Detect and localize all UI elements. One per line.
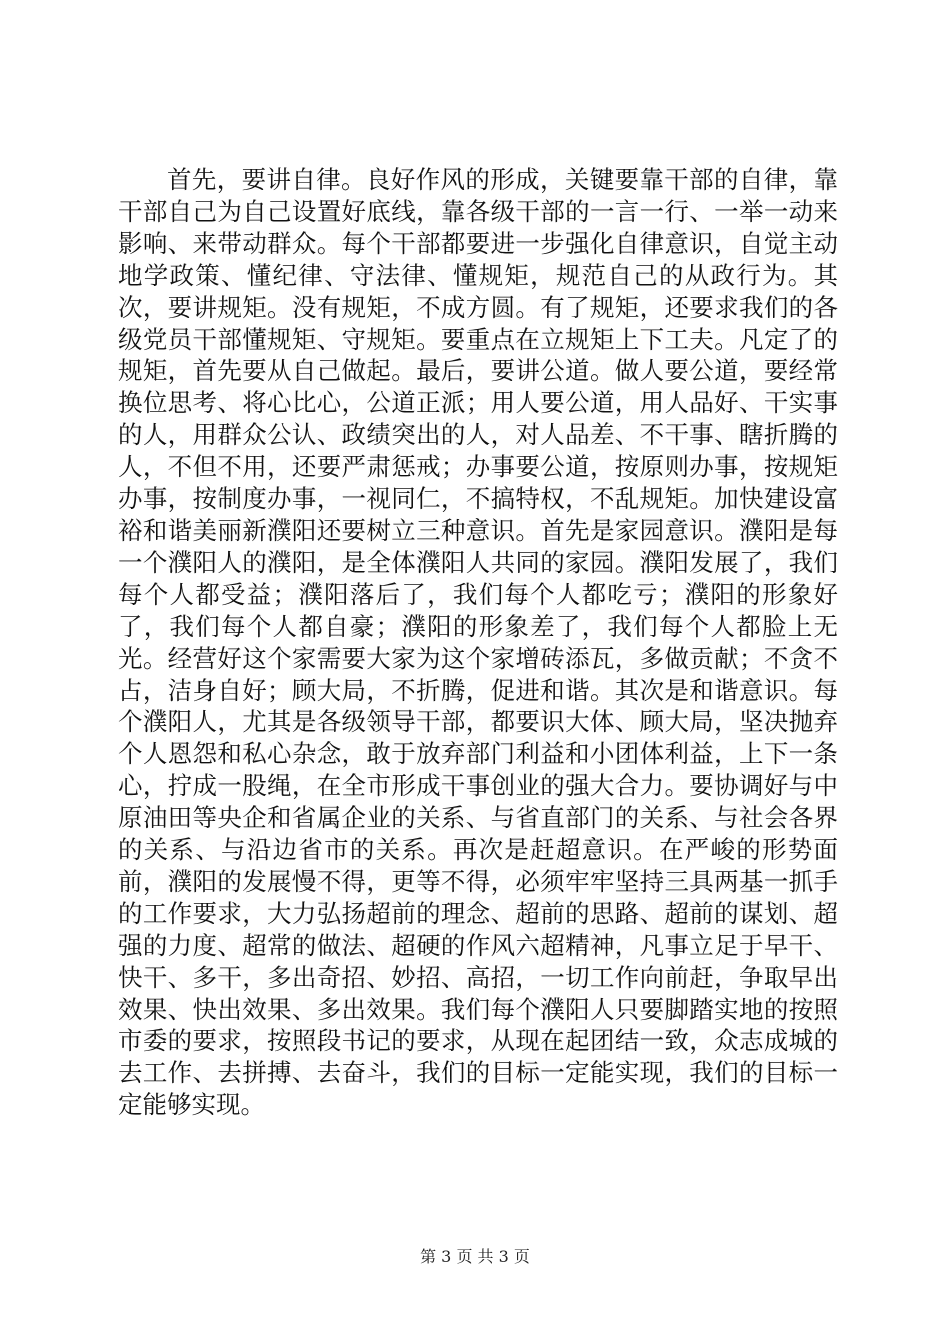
page-footer: 第 3 页 共 3 页 <box>420 1247 530 1266</box>
body-paragraph: 首先，要讲自律。良好作风的形成，关键要靠干部的自律，靠干部自己为自己设置好底线，靠各级干部的一言一行、一举一动来影响、来带动群众。每个干部都要进一步强化自律意识，自觉主动地学政策、懂纪律、守法律、懂规矩，规范自己的从政行为。其次，要讲规矩。没有规矩，不成方圆。有了规矩，还要求我们的各级党员干部懂规矩、守规矩。要重点在立规矩上下工夫。凡定了的规矩，首先要从自己做起。最后，要讲公道。做人要公道，要经常换位思考、将心比心，公道正派；用人要公道，用人品好、干实事的人，用群众公认、政绩突出的人，对人品差、不干事、瞎折腾的人，不但不用，还要严肃惩戒；办事要公道，按原则办事，按规矩办事，按制度办事，一视同仁，不搞特权，不乱规矩。加快建设富裕和谐美丽新濮阳还要树立三种意识。首先是家园意识。濮阳是每一个濮阳人的濮阳，是全体濮阳人共同的家园。濮阳发展了，我们每个人都受益；濮阳落后了，我们每个人都吃亏；濮阳的形象好了，我们每个人都自豪；濮阳的形象差了，我们每个人都脸上无光。经营好这个家需要大家为这个家增砖添瓦，多做贡献；不贪不占，洁身自好；顾大局，不折腾，促进和谐。其次是和谐意识。每个濮阳人，尤其是各级领导干部，都要识大体、顾大局，坚决抛弃个人恩怨和私心杂念，敢于放弃部门利益和小团体利益，上下一条心，拧成一股绳，在全市形成干事创业的强大合力。要协调好与中原油田等央企和省属企业的关系、与省直部门的关系、与社会各界的关系、与沿边省市的关系。再次是赶超意识。在严峻的形势面前，濮阳的发展慢不得，更等不得，必须牢牢坚持三具两基一抓手的工作要求，大力弘扬超前的理念、超前的思路、超前的谋划、超强的力度、超常的做法、超硬的作风六超精神，凡事立足于早干、快干、多干，多出奇招、妙招、高招，一切工作向前赶，争取早出效果、快出效果、多出效果。我们每个濮阳人只要脚踏实地的按照市委的要求，按照段书记的要求，从现在起团结一致，众志成城的去工作、去拼搏、去奋斗，我们的目标一定能实现，我们的目标一定能够实现。 <box>118 165 838 1120</box>
